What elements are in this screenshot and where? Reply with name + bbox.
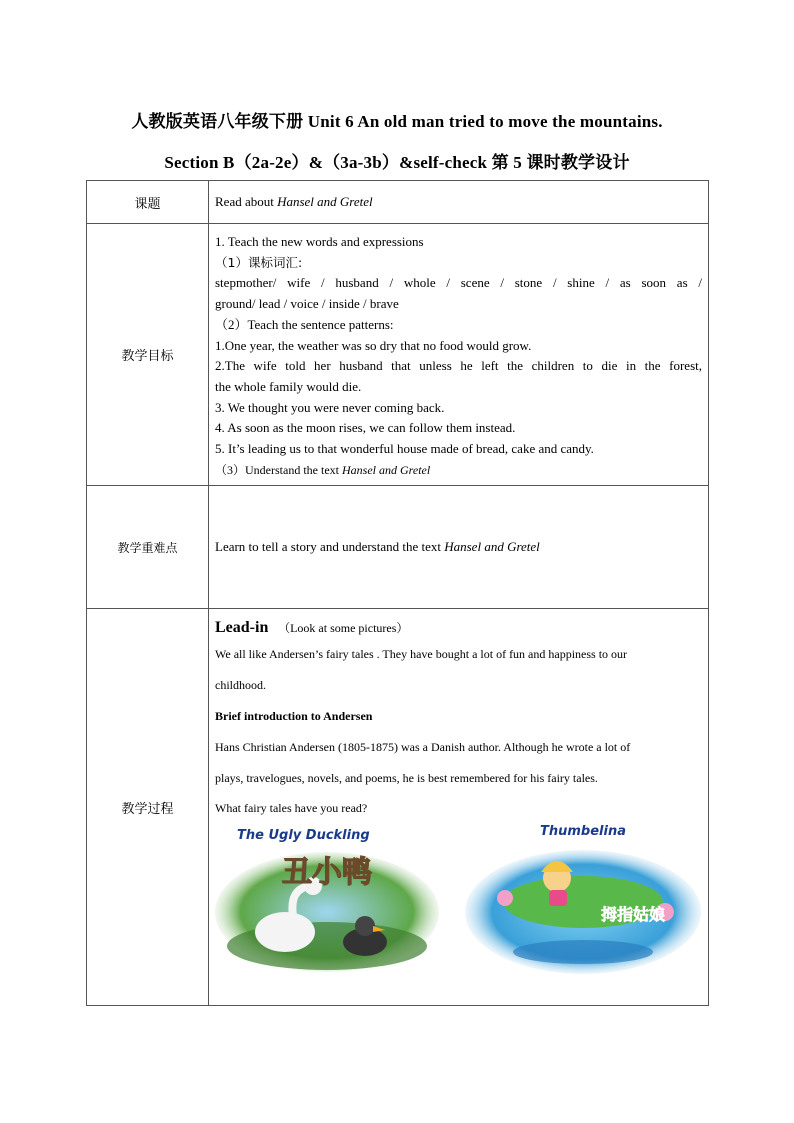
topic-row [87, 181, 709, 224]
vocab-line-1: stepmother/ wife / husband / whole / scene / stone / shine / as soon as / [215, 275, 702, 291]
lead-in-title: Lead-in [215, 619, 269, 636]
sentence-2: 2.The wife told her husband that unless he left the children to die in the forest, [215, 358, 702, 374]
sentence-5: 5. It’s leading us to that wonderful house made of bread, cake and candy. [215, 441, 594, 457]
document-title-line1: 人教版英语八年级下册 Unit 6 An old man tried to move the mountains. [131, 112, 663, 131]
intro-paragraph-line1: We all like Andersen’s fairy tales . They have bought a lot of fun and happiness to our [215, 647, 628, 661]
fairy-tale-pictures [215, 822, 702, 982]
question-line: What fairy tales have you read? [215, 801, 368, 815]
ugly-duckling-cn-text: 丑小鸭 [282, 855, 372, 890]
goal-sub-1: （1）课标词汇: [215, 254, 303, 270]
goal-sub-3-italic: Hansel and Gretel [341, 462, 431, 477]
sentence-2-cont: the whole family would die. [215, 378, 362, 394]
goal-sub-3 [215, 460, 702, 481]
topic-title-italic: Hansel and Gretel [277, 194, 373, 209]
process-content [209, 609, 709, 1006]
process-label: 教学过程 [87, 609, 209, 1006]
sentence-4: 4. As soon as the moon rises, we can follow them instead. [215, 420, 516, 436]
keypoints-text: Learn to tell a story and understand the text [215, 539, 445, 554]
lead-in-heading [215, 609, 702, 637]
thumbelina-image [465, 842, 701, 976]
ugly-duckling-image [215, 846, 439, 974]
goal-sub-2: （2）Teach the sentence patterns: [215, 316, 394, 332]
andersen-subhead: Brief introduction to Andersen [215, 709, 373, 723]
topic-text: Read about [215, 194, 278, 209]
andersen-paragraph-line2: plays, travelogues, novels, and poems, he is best remembered for his fairy tales. [215, 771, 598, 785]
goals-row [87, 224, 709, 486]
topic-label: 课题 [87, 181, 209, 224]
vocab-line-2: ground/ lead / voice / inside / brave [215, 296, 399, 312]
goals-content [209, 224, 709, 486]
process-row [87, 609, 709, 1006]
thumbelina-cn-text: 拇指姑娘 [600, 905, 666, 924]
sentence-3: 3. We thought you were never coming back. [215, 399, 445, 415]
lead-in-note: （Look at some pictures） [278, 621, 409, 635]
thumbelina-title: Thumbelina [540, 824, 626, 839]
lesson-plan-table [86, 180, 709, 1006]
keypoints-italic: Hansel and Gretel [444, 539, 540, 554]
goal-sub-3-text: （3）Understand the text [215, 462, 342, 477]
goal-line-1: 1. Teach the new words and expressions [215, 234, 424, 249]
keypoints-label: 教学重难点 [87, 486, 209, 609]
sentence-1: 1.One year, the weather was so dry that no food would grow. [215, 337, 532, 353]
goals-label: 教学目标 [87, 224, 209, 486]
topic-value [209, 181, 709, 224]
andersen-paragraph-line1: Hans Christian Andersen (1805-1875) was a Danish author. Although he wrote a lot of [215, 740, 631, 754]
intro-paragraph-line2: childhood. [215, 678, 266, 692]
document-title-line2: Section B（2a-2e）&（3a-3b）&self-check 第 5 课时教学设计 [164, 153, 630, 172]
ugly-duckling-title: The Ugly Duckling [237, 828, 370, 843]
keypoints-content [209, 486, 709, 609]
keypoints-row [87, 486, 709, 609]
